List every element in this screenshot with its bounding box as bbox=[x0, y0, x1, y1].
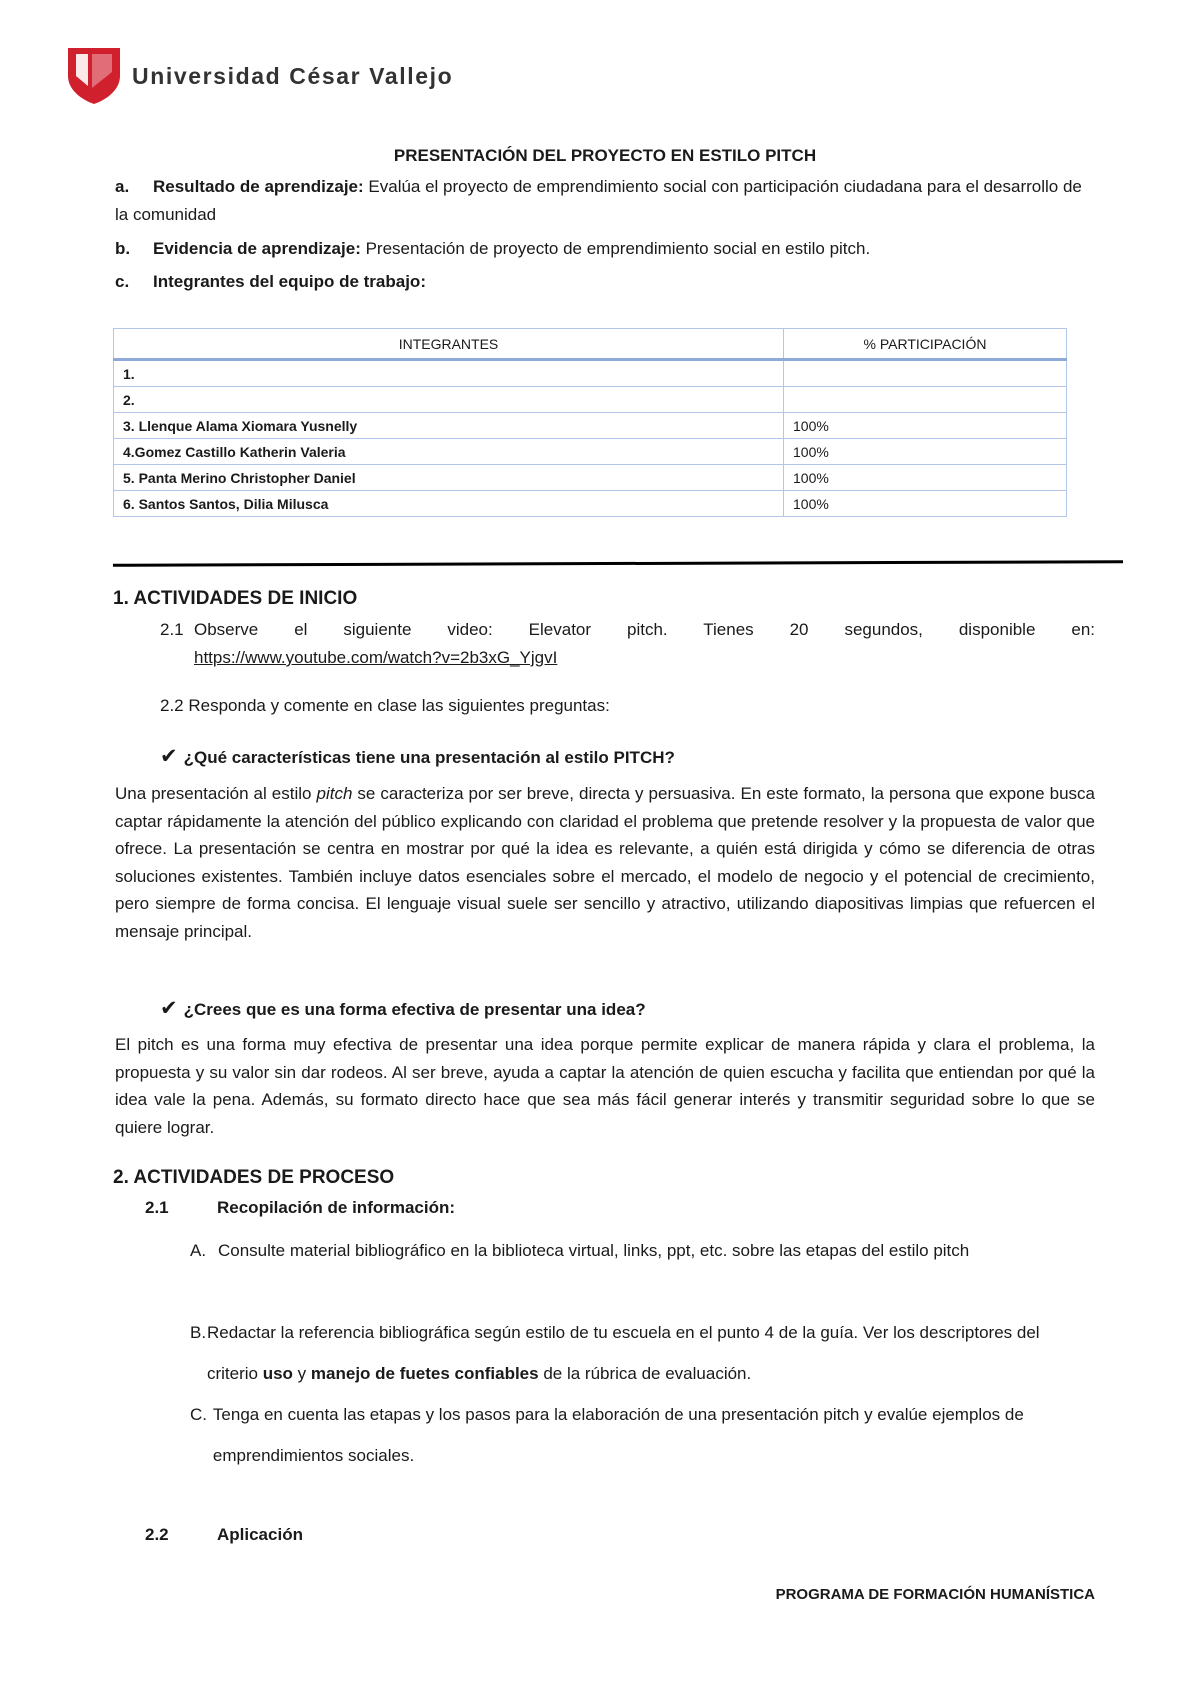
subsection-2-1: 2.1 Recopilación de información: bbox=[145, 1198, 456, 1217]
member-pct: 100% bbox=[784, 413, 1067, 439]
footer-program: PROGRAMA DE FORMACIÓN HUMANÍSTICA bbox=[775, 1586, 1095, 1603]
subsection-2-2: 2.2 Aplicación bbox=[145, 1525, 303, 1544]
member-pct bbox=[784, 387, 1067, 413]
answer-2: El pitch es una forma muy efectiva de presentar una idea porque permite explicar de manera rápida y clara el problema, la propuesta y su valor sin dar rodeos. Al ser breve, ayuda a captar la atención de quien escucha y facilita que entiendan por qué la idea vale la pena. Además, su formato directo hace que sea más fácil generar interés y transmitir seguridad sobre lo que se quiere lograr. bbox=[115, 1035, 1095, 1137]
header-participacion: % PARTICIPACIÓN bbox=[784, 329, 1067, 360]
list-item-c: C. Tenga en cuenta las etapas y los pasos para la elaboración de una presentación pitch y evalúe ejemplos de emprendimientos sociales. bbox=[190, 1405, 1024, 1465]
member-name: 6. Santos Santos, Dilia Milusca bbox=[114, 491, 784, 517]
youtube-link[interactable]: https://www.youtube.com/watch?v=2b3xG_YjgvI bbox=[194, 648, 558, 667]
team-table bbox=[113, 328, 1067, 517]
member-pct bbox=[784, 360, 1067, 387]
member-name: 4.Gomez Castillo Katherin Valeria bbox=[114, 439, 784, 465]
member-name: 2. bbox=[114, 387, 784, 413]
list-item-b: B. Redactar la referencia bibliográfica según estilo de tu escuela en el punto 4 de la guía. Ver los descriptores del criterio uso y manejo de fuetes confiables de la rúbrica de evaluación. bbox=[190, 1323, 1040, 1383]
check-icon: ✔ bbox=[160, 997, 178, 1020]
table-header-row bbox=[114, 329, 1067, 360]
item-team-members: c. Integrantes del equipo de trabajo: bbox=[115, 272, 426, 291]
question-1: ✔ ¿Qué características tiene una presentación al estilo PITCH? bbox=[160, 745, 675, 768]
member-pct: 100% bbox=[784, 439, 1067, 465]
table-row bbox=[114, 439, 1067, 465]
section2-heading: 2. ACTIVIDADES DE PROCESO bbox=[113, 1167, 395, 1188]
table-row bbox=[114, 491, 1067, 517]
table-row bbox=[114, 387, 1067, 413]
member-pct: 100% bbox=[784, 491, 1067, 517]
member-name: 5. Panta Merino Christopher Daniel bbox=[114, 465, 784, 491]
check-icon: ✔ bbox=[160, 745, 178, 768]
list-item-a: A. Consulte material bibliográfico en la biblioteca virtual, links, ppt, etc. sobre las etapas del estilo pitch bbox=[190, 1241, 970, 1260]
member-name: 3. Llenque Alama Xiomara Yusnelly bbox=[114, 413, 784, 439]
shield-logo-icon bbox=[66, 46, 122, 106]
answer-1: Una presentación al estilo pitch se caracteriza por ser breve, directa y persuasiva. En este formato, la persona que expone busca captar rápidamente la atención del público explicando con claridad el problema que pretende resolver y la propuesta de valor que ofrece. La presentación se centra en mostrar por qué la idea es relevante, a quién está dirigida y cómo se diferencia de otras soluciones existentes. También incluye datos esenciales sobre el mercado, el modelo de negocio y el potencial de crecimiento, pero siempre de forma concisa. El lenguaje visual suele ser sencillo y atractivo, utilizando diapositivas limpias que refuercen el mensaje principal. bbox=[115, 784, 1095, 941]
horizontal-rule bbox=[113, 560, 1123, 567]
university-name: Universidad César Vallejo bbox=[132, 63, 454, 89]
member-pct: 100% bbox=[784, 465, 1067, 491]
university-logo bbox=[66, 46, 461, 106]
table-row bbox=[114, 465, 1067, 491]
item-2-1: 2.1 Observe el siguiente video: Elevator pitch. Tienes 20 segundos, disponible en: https://www.youtube.com/watch?v=2b3xG_YjgvI bbox=[160, 620, 1095, 667]
table-row bbox=[114, 360, 1067, 387]
item-2-2: 2.2 Responda y comente en clase las siguientes preguntas: bbox=[160, 696, 610, 715]
table-row bbox=[114, 413, 1067, 439]
item-learning-result: a. Resultado de aprendizaje: Evalúa el proyecto de emprendimiento social con participación ciudadana para el desarrollo de la comunidad bbox=[115, 177, 1082, 224]
section1-heading: 1. ACTIVIDADES DE INICIO bbox=[113, 588, 358, 609]
item-learning-evidence: b. Evidencia de aprendizaje: Presentación de proyecto de emprendimiento social en estilo pitch. bbox=[115, 239, 871, 258]
document-title: PRESENTACIÓN DEL PROYECTO EN ESTILO PITCH bbox=[393, 146, 817, 165]
header-integrantes: INTEGRANTES bbox=[114, 329, 784, 360]
member-name: 1. bbox=[114, 360, 784, 387]
question-2: ✔ ¿Crees que es una forma efectiva de presentar una idea? bbox=[160, 997, 646, 1020]
